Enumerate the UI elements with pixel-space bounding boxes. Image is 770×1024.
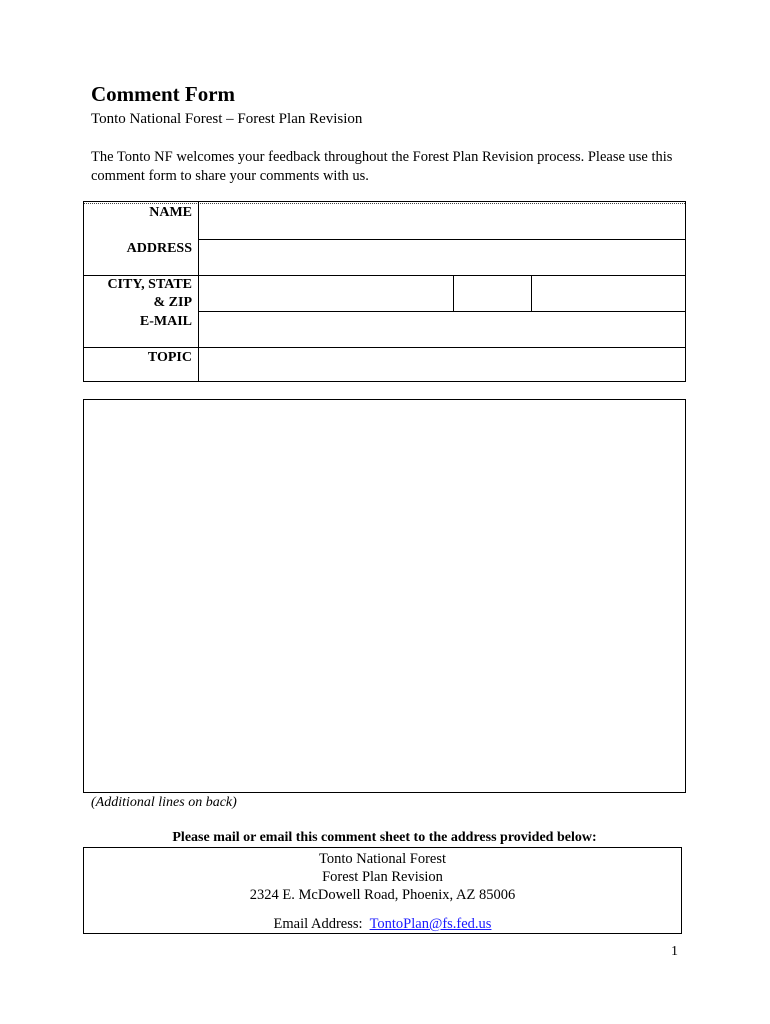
label-column-divider [198,202,199,381]
city-state-label: CITY, STATE [107,277,192,292]
city-state-divider [453,276,454,312]
address-dept: Forest Plan Revision [322,869,443,885]
state-field[interactable] [455,277,530,310]
email-address-label: Email Address: [273,916,363,932]
email-field[interactable] [200,313,684,346]
comment-textarea[interactable] [83,399,686,793]
email-link[interactable]: TontoPlan@fs.fed.us [369,916,492,932]
row-divider [198,239,685,240]
mailing-address-box [83,847,682,934]
address-field[interactable] [200,241,684,274]
address-label: ADDRESS [126,241,192,256]
page-number: 1 [671,944,678,959]
contact-info-table [83,201,686,382]
row-divider [84,275,685,276]
name-field[interactable] [200,205,684,238]
topic-label: TOPIC [147,350,192,365]
form-title: Comment Form [91,82,236,106]
form-subtitle: Tonto National Forest – Forest Plan Revision [91,111,363,127]
city-field[interactable] [200,277,452,310]
email-label: E-MAIL [139,314,192,329]
row-divider [84,347,685,348]
state-zip-divider [531,276,532,312]
email-address-line [84,915,681,933]
name-label: NAME [149,205,192,220]
additional-lines-note: (Additional lines on back) [91,795,237,810]
intro-paragraph: The Tonto NF welcomes your feedback throughout the Forest Plan Revision process. Please use this comment form to share your comments with us. [91,149,673,184]
row-divider [198,311,685,312]
table-top-dotted-line [84,203,685,204]
zip-field[interactable] [533,277,684,310]
mail-instructions-heading: Please mail or email this comment sheet to the address provided below: [172,830,597,845]
address-org: Tonto National Forest [318,851,447,867]
zip-label: & ZIP [153,295,192,310]
address-street: 2324 E. McDowell Road, Phoenix, AZ 85006 [249,887,516,903]
topic-field[interactable] [200,349,684,380]
